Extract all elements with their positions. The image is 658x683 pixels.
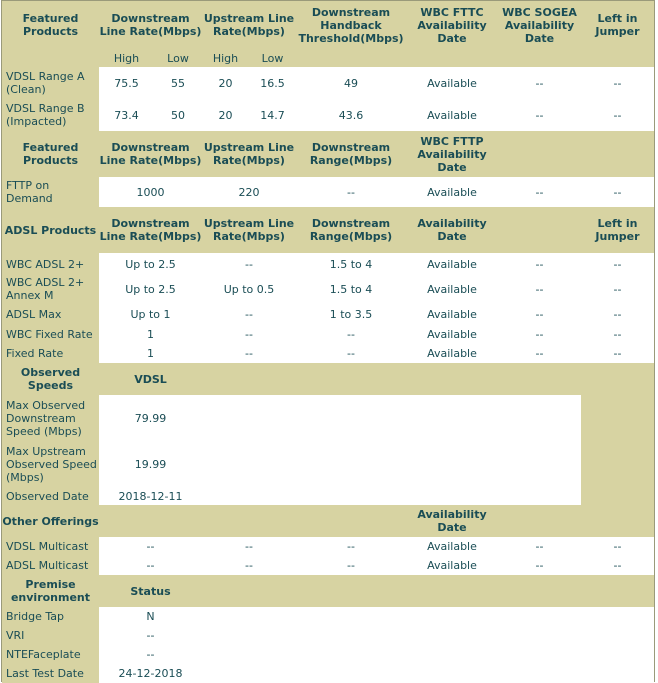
upstream-line-rate-heading: Upstream Line Rate(Mbps) bbox=[202, 207, 296, 253]
downstream-value: -- bbox=[99, 556, 202, 575]
table-row bbox=[2, 441, 654, 487]
table-row bbox=[2, 303, 654, 325]
wbc-fttp-heading: WBC FTTP Availability Date bbox=[406, 131, 498, 177]
observed-label: Max Upstream Observed Speed (Mbps) bbox=[2, 441, 99, 487]
left-in-jumper-value: -- bbox=[581, 537, 654, 556]
upstream-value: -- bbox=[202, 303, 296, 325]
adsl-products-heading: ADSL Products bbox=[2, 207, 99, 253]
premise-environment-heading: Premise environment bbox=[2, 575, 99, 607]
observed-label: Observed Date bbox=[2, 487, 99, 505]
downstream-range-heading: Downstream Range(Mbps) bbox=[296, 131, 406, 177]
downstream-value: Up to 2.5 bbox=[99, 253, 202, 275]
product-label: Fixed Rate bbox=[2, 344, 99, 363]
availability-date-heading: Availability Date bbox=[406, 505, 498, 537]
left-in-jumper-heading: Left in Jumper bbox=[581, 1, 654, 49]
other-offerings-header-row bbox=[2, 505, 654, 537]
downstream-range-value: -- bbox=[296, 325, 406, 344]
product-label: ADSL Multicast bbox=[2, 556, 99, 575]
downstream-line-rate-heading: Downstream Line Rate(Mbps) bbox=[99, 207, 202, 253]
table-row bbox=[2, 487, 654, 505]
premise-label: NTEFaceplate bbox=[2, 645, 99, 664]
table-row bbox=[2, 344, 654, 363]
upstream-value: -- bbox=[202, 556, 296, 575]
left-in-jumper-value: -- bbox=[581, 303, 654, 325]
premise-value: N bbox=[99, 607, 202, 626]
downstream-low-value: 55 bbox=[154, 67, 202, 99]
premise-label: VRI bbox=[2, 626, 99, 645]
table-row bbox=[2, 626, 654, 645]
status-column-heading: Status bbox=[99, 575, 202, 607]
observed-speeds-header-row bbox=[2, 363, 654, 395]
upstream-value: Up to 0.5 bbox=[202, 275, 296, 303]
observed-label: Max Observed Downstream Speed (Mbps) bbox=[2, 395, 99, 441]
downstream-value: 1 bbox=[99, 325, 202, 344]
sogea-availability-value: -- bbox=[498, 344, 581, 363]
table-row bbox=[2, 253, 654, 275]
left-in-jumper-heading: Left in Jumper bbox=[581, 207, 654, 253]
sogea-availability-value: -- bbox=[498, 537, 581, 556]
availability-value: Available bbox=[406, 537, 498, 556]
left-in-jumper-value: -- bbox=[581, 275, 654, 303]
left-in-jumper-value: -- bbox=[581, 253, 654, 275]
wbc-sogea-heading: WBC SOGEA Availability Date bbox=[498, 1, 581, 49]
upstream-high-value: 20 bbox=[202, 99, 249, 131]
table-row bbox=[2, 395, 654, 441]
availability-value: Available bbox=[406, 275, 498, 303]
downstream-value: Up to 2.5 bbox=[99, 275, 202, 303]
downstream-high-value: 73.4 bbox=[99, 99, 154, 131]
vdsl-header-row bbox=[2, 1, 654, 49]
observed-speeds-heading: Observed Speeds bbox=[2, 363, 99, 395]
downstream-value: 1000 bbox=[99, 177, 202, 207]
featured-products-heading: Featured Products bbox=[2, 131, 99, 177]
product-label: WBC Fixed Rate bbox=[2, 325, 99, 344]
availability-value: Available bbox=[406, 253, 498, 275]
fttp-availability-value: Available bbox=[406, 177, 498, 207]
upstream-value: -- bbox=[202, 537, 296, 556]
table-row bbox=[2, 537, 654, 556]
downstream-range-value: -- bbox=[296, 556, 406, 575]
left-in-jumper-value: -- bbox=[581, 177, 654, 207]
upstream-value: -- bbox=[202, 325, 296, 344]
downstream-line-rate-heading: Downstream Line Rate(Mbps) bbox=[99, 131, 202, 177]
availability-value: Available bbox=[406, 556, 498, 575]
table-row bbox=[2, 325, 654, 344]
featured-products-heading: Featured Products bbox=[2, 1, 99, 49]
broadband-availability-panel bbox=[1, 0, 655, 682]
premise-value: -- bbox=[99, 626, 202, 645]
product-label: WBC ADSL 2+ bbox=[2, 253, 99, 275]
table-row bbox=[2, 177, 654, 207]
downstream-value: -- bbox=[99, 537, 202, 556]
upstream-value: 220 bbox=[202, 177, 296, 207]
table-row bbox=[2, 99, 654, 131]
downstream-range-value: -- bbox=[296, 344, 406, 363]
sogea-availability-value: -- bbox=[498, 325, 581, 344]
downstream-high-value: 75.5 bbox=[99, 67, 154, 99]
left-in-jumper-value: -- bbox=[581, 99, 654, 131]
downstream-low-value: 50 bbox=[154, 99, 202, 131]
sogea-availability-value: -- bbox=[498, 303, 581, 325]
premise-label: Bridge Tap bbox=[2, 607, 99, 626]
other-offerings-heading: Other Offerings bbox=[2, 505, 99, 537]
upstream-high-value: 20 bbox=[202, 67, 249, 99]
observed-value: 2018-12-11 bbox=[99, 487, 202, 505]
sogea-availability-value: -- bbox=[498, 556, 581, 575]
downstream-low-label: Low bbox=[154, 49, 202, 67]
table-row bbox=[2, 664, 654, 683]
downstream-high-label: High bbox=[99, 49, 154, 67]
wbc-fttc-heading: WBC FTTC Availability Date bbox=[406, 1, 498, 49]
observed-value: 19.99 bbox=[99, 441, 202, 487]
vdsl-subheader-row bbox=[2, 49, 654, 67]
premise-environment-header-row bbox=[2, 575, 654, 607]
table-row bbox=[2, 645, 654, 664]
sogea-availability-value: -- bbox=[498, 275, 581, 303]
upstream-low-value: 14.7 bbox=[249, 99, 296, 131]
table-row bbox=[2, 67, 654, 99]
product-label: VDSL Range B (Impacted) bbox=[2, 99, 99, 131]
downstream-value: 1 bbox=[99, 344, 202, 363]
left-in-jumper-value: -- bbox=[581, 556, 654, 575]
handback-value: 43.6 bbox=[296, 99, 406, 131]
table-row bbox=[2, 607, 654, 626]
product-label: ADSL Max bbox=[2, 303, 99, 325]
availability-date-heading: Availability Date bbox=[406, 207, 498, 253]
table-row bbox=[2, 275, 654, 303]
downstream-value: Up to 1 bbox=[99, 303, 202, 325]
product-label: FTTP on Demand bbox=[2, 177, 99, 207]
sogea-availability-value: -- bbox=[498, 67, 581, 99]
fttc-availability-value: Available bbox=[406, 67, 498, 99]
downstream-range-value: 1.5 to 4 bbox=[296, 275, 406, 303]
observed-value: 79.99 bbox=[99, 395, 202, 441]
upstream-value: -- bbox=[202, 253, 296, 275]
downstream-range-value: 1.5 to 4 bbox=[296, 253, 406, 275]
left-in-jumper-value: -- bbox=[581, 344, 654, 363]
vdsl-column-heading: VDSL bbox=[99, 363, 202, 395]
sogea-availability-value: -- bbox=[498, 177, 581, 207]
sogea-availability-value: -- bbox=[498, 253, 581, 275]
downstream-range-value: -- bbox=[296, 537, 406, 556]
product-label: VDSL Range A (Clean) bbox=[2, 67, 99, 99]
premise-label: Last Test Date bbox=[2, 664, 99, 683]
left-in-jumper-value: -- bbox=[581, 325, 654, 344]
table-row bbox=[2, 556, 654, 575]
adsl-header-row bbox=[2, 207, 654, 253]
downstream-range-value: -- bbox=[296, 177, 406, 207]
handback-value: 49 bbox=[296, 67, 406, 99]
left-in-jumper-value: -- bbox=[581, 67, 654, 99]
upstream-high-label: High bbox=[202, 49, 249, 67]
availability-value: Available bbox=[406, 325, 498, 344]
downstream-line-rate-heading: Downstream Line Rate(Mbps) bbox=[99, 1, 202, 49]
upstream-line-rate-heading: Upstream Line Rate(Mbps) bbox=[202, 131, 296, 177]
upstream-low-label: Low bbox=[249, 49, 296, 67]
product-label: WBC ADSL 2+ Annex M bbox=[2, 275, 99, 303]
fttc-availability-value: Available bbox=[406, 99, 498, 131]
sogea-availability-value: -- bbox=[498, 99, 581, 131]
downstream-range-heading: Downstream Range(Mbps) bbox=[296, 207, 406, 253]
downstream-handback-heading: Downstream Handback Threshold(Mbps) bbox=[296, 1, 406, 49]
upstream-line-rate-heading: Upstream Line Rate(Mbps) bbox=[202, 1, 296, 49]
fttp-header-row bbox=[2, 131, 654, 177]
availability-value: Available bbox=[406, 303, 498, 325]
availability-value: Available bbox=[406, 344, 498, 363]
downstream-range-value: 1 to 3.5 bbox=[296, 303, 406, 325]
broadband-availability-table bbox=[2, 1, 654, 683]
upstream-low-value: 16.5 bbox=[249, 67, 296, 99]
upstream-value: -- bbox=[202, 344, 296, 363]
product-label: VDSL Multicast bbox=[2, 537, 99, 556]
premise-value: 24-12-2018 bbox=[99, 664, 202, 683]
premise-value: -- bbox=[99, 645, 202, 664]
